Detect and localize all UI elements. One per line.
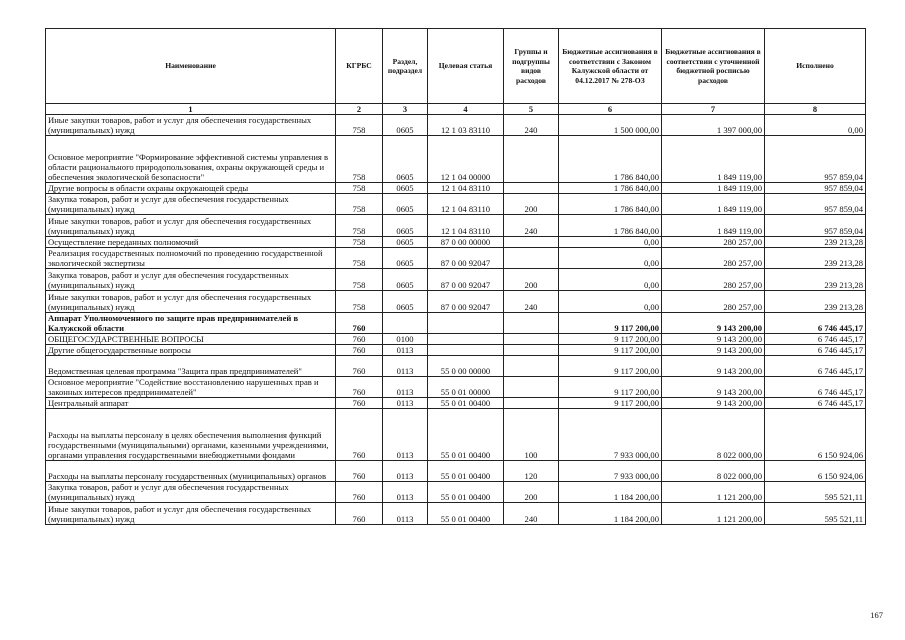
col-header-executed: Исполнено [765,29,866,104]
law-amount-cell: 9 117 200,00 [559,345,662,356]
column-number: 6 [559,104,662,115]
kgrbs-cell: 760 [336,313,383,334]
group-cell [504,356,559,377]
executed-amount-cell: 6 150 924,06 [765,461,866,482]
budget-table [45,28,866,525]
row-name-cell: Другие общегосударственные вопросы [46,345,336,356]
table-row [46,377,866,398]
refined-amount-cell: 280 257,00 [662,237,765,248]
target-cell: 55 0 01 00400 [428,503,504,525]
target-cell: 55 0 00 00000 [428,356,504,377]
group-cell: 200 [504,482,559,503]
kgrbs-cell: 758 [336,291,383,313]
table-row [46,482,866,503]
law-amount-cell: 0,00 [559,269,662,291]
col-header-kgrbs: КГРБС [336,29,383,104]
row-name-cell: Иные закупки товаров, работ и услуг для обеспечения государственных (муниципальных) нужд [46,115,336,136]
law-amount-cell: 7 933 000,00 [559,461,662,482]
target-cell: 12 1 04 83110 [428,194,504,215]
target-cell: 87 0 00 00000 [428,237,504,248]
column-number-row [46,104,866,115]
law-amount-cell: 1 786 840,00 [559,136,662,183]
column-number: 5 [504,104,559,115]
row-name-cell: Аппарат Уполномоченного по защите прав предпринимателей в Калужской области [46,313,336,334]
row-name-cell: Основное мероприятие "Содействие восстановлению нарушенных прав и законных интересов предпринимателей" [46,377,336,398]
table-row [46,345,866,356]
row-name-cell: Закупка товаров, работ и услуг для обеспечения государственных (муниципальных) нужд [46,482,336,503]
column-number: 7 [662,104,765,115]
target-cell: 55 0 01 00400 [428,482,504,503]
section-cell: 0113 [383,409,428,461]
group-cell: 240 [504,115,559,136]
row-name-cell: ОБЩЕГОСУДАРСТВЕННЫЕ ВОПРОСЫ [46,334,336,345]
target-cell: 87 0 00 92047 [428,269,504,291]
row-name-cell: Основное мероприятие "Формирование эффективной системы управления в области рационального природопользования, охраны окружающей среды и обеспечения экологической безопасности" [46,136,336,183]
row-name-cell: Другие вопросы в области охраны окружающей среды [46,183,336,194]
target-cell: 12 1 04 83110 [428,183,504,194]
law-amount-cell: 9 117 200,00 [559,377,662,398]
law-amount-cell: 1 184 200,00 [559,503,662,525]
executed-amount-cell: 6 746 445,17 [765,398,866,409]
kgrbs-cell: 760 [336,377,383,398]
column-number: 2 [336,104,383,115]
kgrbs-cell: 760 [336,345,383,356]
row-name-cell: Иные закупки товаров, работ и услуг для обеспечения государственных (муниципальных) нужд [46,215,336,237]
target-cell [428,345,504,356]
executed-amount-cell: 239 213,28 [765,291,866,313]
table-row [46,356,866,377]
kgrbs-cell: 760 [336,409,383,461]
row-name-cell: Центральный аппарат [46,398,336,409]
group-cell [504,334,559,345]
section-cell: 0113 [383,398,428,409]
col-header-target: Целевая статья [428,29,504,104]
target-cell [428,313,504,334]
group-cell: 100 [504,409,559,461]
refined-amount-cell: 8 022 000,00 [662,409,765,461]
section-cell: 0605 [383,215,428,237]
section-cell: 0113 [383,377,428,398]
section-cell: 0605 [383,237,428,248]
executed-amount-cell: 239 213,28 [765,269,866,291]
target-cell [428,334,504,345]
row-name-cell: Реализация государственных полномочий по проведению государственной экологической экспертизы [46,248,336,269]
kgrbs-cell: 760 [336,334,383,345]
group-cell: 200 [504,269,559,291]
target-cell: 12 1 04 00000 [428,136,504,183]
section-cell: 0113 [383,503,428,525]
refined-amount-cell: 9 143 200,00 [662,345,765,356]
table-row [46,461,866,482]
section-cell: 0113 [383,356,428,377]
section-cell: 0605 [383,248,428,269]
refined-amount-cell: 1 849 119,00 [662,136,765,183]
law-amount-cell: 1 500 000,00 [559,115,662,136]
law-amount-cell: 7 933 000,00 [559,409,662,461]
column-number: 1 [46,104,336,115]
law-amount-cell: 1 184 200,00 [559,482,662,503]
kgrbs-cell: 758 [336,115,383,136]
section-cell: 0113 [383,345,428,356]
table-row [46,215,866,237]
target-cell: 87 0 00 92047 [428,248,504,269]
row-name-cell: Расходы на выплаты персоналу в целях обеспечения выполнения функций государственными (муниципальными) органами, казенными учреждениями, органами управления государственными внебюджетными фондами [46,409,336,461]
refined-amount-cell: 9 143 200,00 [662,377,765,398]
refined-amount-cell: 1 849 119,00 [662,215,765,237]
target-cell: 87 0 00 92047 [428,291,504,313]
group-cell: 120 [504,461,559,482]
law-amount-cell: 0,00 [559,291,662,313]
section-cell: 0100 [383,334,428,345]
section-cell: 0605 [383,194,428,215]
section-cell: 0605 [383,269,428,291]
target-cell: 55 0 01 00000 [428,377,504,398]
refined-amount-cell: 1 397 000,00 [662,115,765,136]
refined-amount-cell: 9 143 200,00 [662,313,765,334]
executed-amount-cell: 6 746 445,17 [765,345,866,356]
row-name-cell: Ведомственная целевая программа "Защита прав предпринимателей" [46,356,336,377]
kgrbs-cell: 758 [336,269,383,291]
group-cell [504,237,559,248]
table-row [46,409,866,461]
refined-amount-cell: 280 257,00 [662,269,765,291]
kgrbs-cell: 758 [336,136,383,183]
law-amount-cell: 9 117 200,00 [559,334,662,345]
group-cell: 240 [504,503,559,525]
table-row [46,136,866,183]
col-header-refined: Бюджетные ассигнования в соответствии с уточненной бюджетной росписью расходов [662,29,765,104]
group-cell: 240 [504,291,559,313]
section-cell: 0605 [383,183,428,194]
row-name-cell: Иные закупки товаров, работ и услуг для обеспечения государственных (муниципальных) нужд [46,503,336,525]
row-name-cell: Закупка товаров, работ и услуг для обеспечения государственных (муниципальных) нужд [46,194,336,215]
section-cell: 0113 [383,461,428,482]
refined-amount-cell: 1 121 200,00 [662,503,765,525]
table-row [46,237,866,248]
executed-amount-cell: 0,00 [765,115,866,136]
table-row [46,115,866,136]
target-cell: 55 0 01 00400 [428,398,504,409]
refined-amount-cell: 1 849 119,00 [662,183,765,194]
kgrbs-cell: 758 [336,248,383,269]
group-cell: 240 [504,215,559,237]
kgrbs-cell: 760 [336,398,383,409]
law-amount-cell: 1 786 840,00 [559,194,662,215]
executed-amount-cell: 6 746 445,17 [765,377,866,398]
group-cell [504,398,559,409]
group-cell [504,377,559,398]
group-cell [504,248,559,269]
header-row [46,29,866,104]
refined-amount-cell: 1 121 200,00 [662,482,765,503]
executed-amount-cell: 957 859,04 [765,194,866,215]
group-cell [504,345,559,356]
table-row [46,291,866,313]
table-row [46,334,866,345]
kgrbs-cell: 760 [336,482,383,503]
section-cell: 0605 [383,291,428,313]
column-number: 8 [765,104,866,115]
law-amount-cell: 9 117 200,00 [559,313,662,334]
kgrbs-cell: 758 [336,194,383,215]
kgrbs-cell: 758 [336,215,383,237]
executed-amount-cell: 6 746 445,17 [765,356,866,377]
section-cell [383,313,428,334]
section-cell: 0113 [383,482,428,503]
row-name-cell: Иные закупки товаров, работ и услуг для обеспечения государственных (муниципальных) нужд [46,291,336,313]
table-row [46,269,866,291]
group-cell [504,313,559,334]
table-row [46,194,866,215]
kgrbs-cell: 760 [336,503,383,525]
executed-amount-cell: 957 859,04 [765,183,866,194]
executed-amount-cell: 595 521,11 [765,503,866,525]
target-cell: 55 0 01 00400 [428,461,504,482]
table-row [46,183,866,194]
law-amount-cell: 9 117 200,00 [559,398,662,409]
law-amount-cell: 9 117 200,00 [559,356,662,377]
executed-amount-cell: 239 213,28 [765,248,866,269]
col-header-section: Раздел, подраздел [383,29,428,104]
executed-amount-cell: 6 746 445,17 [765,334,866,345]
kgrbs-cell: 760 [336,461,383,482]
table-row [46,503,866,525]
table-row [46,248,866,269]
refined-amount-cell: 280 257,00 [662,291,765,313]
table-body [46,115,866,525]
row-name-cell: Осуществление переданных полномочий [46,237,336,248]
group-cell [504,136,559,183]
law-amount-cell: 0,00 [559,248,662,269]
executed-amount-cell: 595 521,11 [765,482,866,503]
col-header-law: Бюджетные ассигнования в соответствии с Законом Калужской области от 04.12.2017 № 278-ОЗ [559,29,662,104]
executed-amount-cell: 6 746 445,17 [765,313,866,334]
refined-amount-cell: 1 849 119,00 [662,194,765,215]
refined-amount-cell: 9 143 200,00 [662,356,765,377]
page-number: 167 [870,610,883,620]
refined-amount-cell: 8 022 000,00 [662,461,765,482]
executed-amount-cell: 957 859,04 [765,136,866,183]
kgrbs-cell: 758 [336,237,383,248]
kgrbs-cell: 760 [336,356,383,377]
law-amount-cell: 1 786 840,00 [559,183,662,194]
section-cell: 0605 [383,136,428,183]
col-header-name: Наименование [46,29,336,104]
kgrbs-cell: 758 [336,183,383,194]
refined-amount-cell: 9 143 200,00 [662,334,765,345]
executed-amount-cell: 239 213,28 [765,237,866,248]
table-row [46,313,866,334]
target-cell: 55 0 01 00400 [428,409,504,461]
column-number: 4 [428,104,504,115]
law-amount-cell: 1 786 840,00 [559,215,662,237]
refined-amount-cell: 9 143 200,00 [662,398,765,409]
row-name-cell: Закупка товаров, работ и услуг для обеспечения государственных (муниципальных) нужд [46,269,336,291]
executed-amount-cell: 957 859,04 [765,215,866,237]
column-number: 3 [383,104,428,115]
target-cell: 12 1 04 83110 [428,215,504,237]
executed-amount-cell: 6 150 924,06 [765,409,866,461]
group-cell [504,183,559,194]
law-amount-cell: 0,00 [559,237,662,248]
table-row [46,398,866,409]
refined-amount-cell: 280 257,00 [662,248,765,269]
target-cell: 12 1 03 83110 [428,115,504,136]
group-cell: 200 [504,194,559,215]
row-name-cell: Расходы на выплаты персоналу государственных (муниципальных) органов [46,461,336,482]
section-cell: 0605 [383,115,428,136]
col-header-groups: Группы и подгруппы видов расходов [504,29,559,104]
